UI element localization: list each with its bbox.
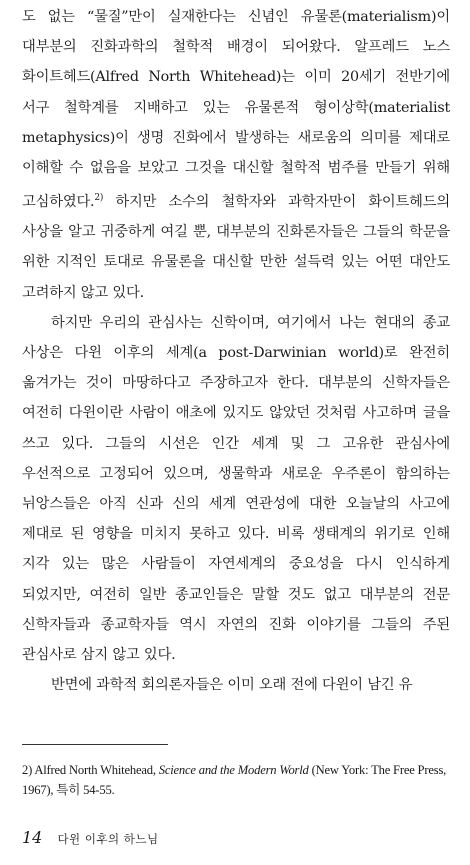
footnote-divider <box>22 744 168 745</box>
footnote-reference[interactable]: 2) <box>94 193 104 204</box>
footnote-book-title: Science and the Modern World <box>158 763 309 777</box>
paragraph-2: 하지만 우리의 관심사는 신학이며, 여기에서 나는 현대의 종교 사상은 다윈 이후의 세계(a post-Darwinian world)로 완전히 옮겨가는 것이 마땅하다고 주장하고자 한다. 대부분의 신학자들은 여전히 다윈이란 사람이 애초에 있지도 않았던 것처럼 사고하며 글을 쓰고 있다. 그들의 시선은 인간 세계 및 그 고유한 관심사에 우선적으로 고정되어 있으며, 생물학과 새로운 우주론이 함의하는 뉘앙스들은 아직 신과 신의 세계 연관성에 대한 오늘날의 사고에 제대로 된 영향을 미치지 못하고 있다. 비록 생태계의 위기로 인해 지각 있는 많은 사람들이 자연세계의 중요성을 다시 인식하게 되었지만, 여전히 일반 종교인들은 말할 것도 없고 대부분의 전문 신학자들과 종교학자들 역시 자연의 진화 이야기를 그들의 주된 관심사로 삼지 않고 있다. <box>22 314 450 664</box>
footnote <box>22 760 450 800</box>
paragraph-1-tail: 하지만 소수의 철학자와 과학자만이 화이트헤드의 사상을 알고 귀중하게 여길 뿐, 대부분의 진화론자들은 그들의 학문을 위한 지적인 토대로 유물론을 대신할 만한 설득력 있는 어떤 대안도 고려하지 않고 있다. <box>22 193 450 301</box>
page-body <box>22 2 450 700</box>
body-text <box>22 2 450 700</box>
paragraph-3: 반면에 과학적 회의론자들은 이미 오래 전에 다윈이 남긴 유 <box>51 677 413 694</box>
page-number: 14 <box>22 828 43 847</box>
paragraph-1 <box>22 2 450 308</box>
page-footer <box>22 828 159 847</box>
paragraph-1-text: 도 없는 “물질”만이 실재한다는 신념인 유물론(materialism)이 대부분의 진화과학의 철학적 배경이 되어왔다. 알프레드 노스 화이트헤드(Alfred North Whitehead)는 이미 20세기 전반기에 서구 철학계를 지배하고 있는 유물론적 형이상학(materialist metaphysics)이 생명 진화에서 발생하는 새로움의 의미를 제대로 이해할 수 없음을 보았고 그것을 대신할 철학적 범주를 만들기 위해 고심하였다. <box>22 9 450 210</box>
footnote-publication: (New York: The Free Press, 1967), 특히 54-55. <box>22 763 447 797</box>
footnote-author: Alfred North Whitehead, <box>34 763 156 777</box>
running-head: 다윈 이후의 하느님 <box>57 832 159 846</box>
footnote-number: 2) <box>22 763 33 777</box>
